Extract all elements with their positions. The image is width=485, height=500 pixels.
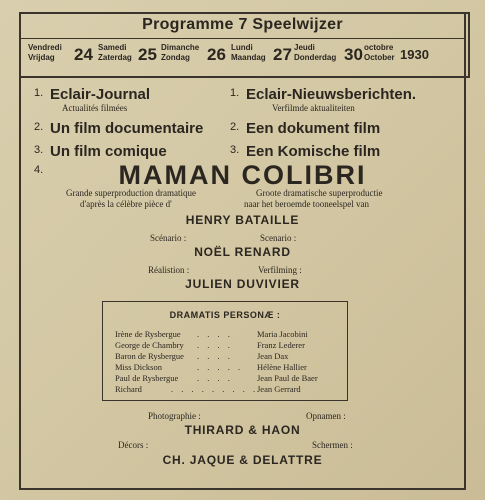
date-27: Lundi Maandag 27 <box>231 43 292 64</box>
right-item-1-sub: Verfilmde aktualiteiten <box>272 103 355 113</box>
cast-header: DRAMATIS PERSONÆ : <box>169 310 281 320</box>
decor-label-fr: Décors : <box>118 440 149 450</box>
decor-label-nl: Schermen : <box>312 440 353 450</box>
feature-desc-fr-1: Grande superproduction dramatique <box>66 188 196 198</box>
photo-label-fr: Photographie : <box>148 411 201 421</box>
feature-desc-fr-2: d'après la célèbre pièce d' <box>80 199 172 209</box>
month-year: octobre October 1930 <box>364 43 429 62</box>
scenario-label-nl: Scenario : <box>260 233 297 243</box>
program-title: Programme 7 Speelwijzer <box>142 16 343 33</box>
scenario-label-fr: Scénario : <box>150 233 187 243</box>
decorators: CH. JAQUE & DELATTRE <box>162 453 323 467</box>
feature-title: MAMAN COLIBRI <box>118 160 367 190</box>
cast-box: DRAMATIS PERSONÆ : Irène de Rysbergue . . . . Maria Jacobini George de Chambry . . . . Franz Lederer Baron de Rysbergue . . . . Jean Dax Miss Dickson . . . . . Hélène Hallier Paul de Rysbergue . . . . Jean Paul de Baer Richard . . . . . . . . . Jean Gerrard <box>102 301 348 401</box>
feature-desc-nl-1: Groote dramatische superproductie <box>256 188 383 198</box>
direction-label-nl: Verfilming : <box>258 265 302 275</box>
director-name: JULIEN DUVIVIER <box>185 277 300 291</box>
direction-label-fr: Réalistion : <box>148 265 190 275</box>
author-name: HENRY BATAILLE <box>185 213 300 227</box>
date-row <box>28 43 460 69</box>
date-30: Jeudi Donderdag 30 <box>294 43 363 64</box>
left-item-1-sub: Actualités filmées <box>62 103 128 113</box>
date-24: Vendredi Vrijdag 24 <box>28 43 93 64</box>
right-item-1-title: Eclair-Nieuwsberichten. <box>246 86 417 103</box>
date-25: Samedi Zaterdag 25 <box>98 43 157 64</box>
header-divider <box>19 38 466 39</box>
photographers: THIRARD & HAON <box>184 423 301 437</box>
photo-label-nl: Opnamen : <box>306 411 346 421</box>
scenarist-name: NOËL RENARD <box>194 245 291 259</box>
left-item-1-title: Eclair-Journal <box>50 86 151 103</box>
program-page: Programme 7 Speelwijzer Vendredi Vrijdag 24 Samedi Zaterdag 25 Dimanche Zondag 26 Lundi Maandag 27 Jeudi Donderdag 30 octobre October 1930 1. Eclair-Journal Actualités filmées 2. Un film documentaire 3. Un film comique 4. 1. Eclair-Nieuwsberichten. Verfilmde aktualiteiten 2. Een dokument film 3. Een Komische film MAMAN COLIBRI Grande superproduction dramatique d'après la célèbre pièce d' Groote dramatische superproductie naar het beroemde tooneelspel van HENRY BATAILLE Scénario : Scenario : NOËL RENARD Réalistion : Verfilming : JULIEN DUVIVIER DRAMATIS PERSONÆ : Irène de Rysbergue . . . . Maria Jacobini George de Chambry . . . . Franz Lederer Baron de Rysbergue . . . . Jean Dax Miss Dickson . . . . . Hélène Hallier Paul de Rysbergue . . . . Jean Paul de Baer Richard . . . . . . . . . Jean Gerrard Photographie : Opnamen : THIRARD & HAON Décors : Schermen : CH. JAQUE & DELATTRE <box>0 0 485 500</box>
date-26: Dimanche Zondag 26 <box>161 43 226 64</box>
feature-desc-nl-2: naar het beroemde tooneelspel van <box>244 199 369 209</box>
